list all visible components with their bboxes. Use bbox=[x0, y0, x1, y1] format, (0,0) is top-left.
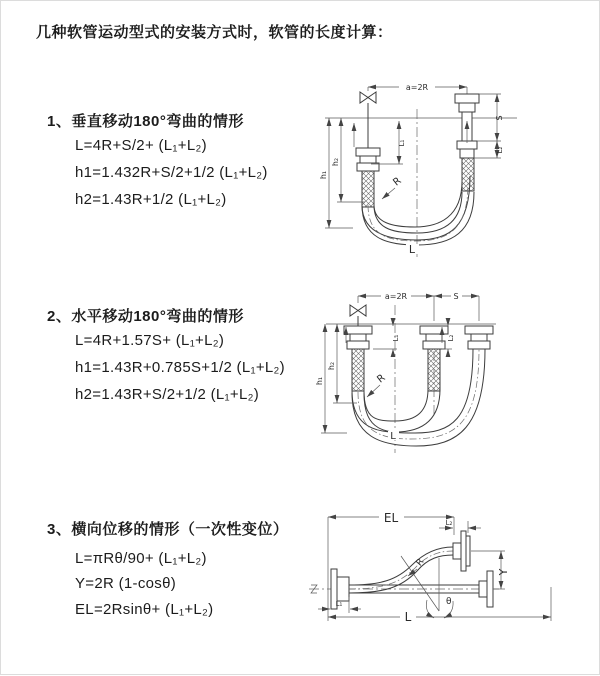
label-theta: θ bbox=[446, 597, 452, 607]
dim-h1: h₁ bbox=[319, 170, 328, 180]
section1-heading: 1、垂直移动180°弯曲的情形 bbox=[47, 113, 244, 130]
label-length: L bbox=[404, 610, 412, 624]
section2-heading: 2、水平移动180°弯曲的情形 bbox=[47, 308, 244, 325]
label-length: L bbox=[390, 431, 396, 442]
section3-heading: 3、横向位移的情形（一次性变位） bbox=[47, 521, 289, 538]
section2-formula-h2: h2=1.43R+S/2+1/2 (L₁+L₂) bbox=[75, 386, 260, 403]
u-bend-hose bbox=[352, 349, 485, 446]
dim-l1: L₁ bbox=[398, 139, 406, 147]
u-bend-hose bbox=[362, 176, 474, 245]
label-radius: R bbox=[414, 557, 427, 569]
dim-stroke: S bbox=[495, 115, 504, 121]
braided-hose-left bbox=[352, 349, 364, 391]
label-radius: R bbox=[391, 175, 404, 189]
label-length: L bbox=[408, 243, 416, 256]
section1-formula-h2: h2=1.43R+1/2 (L₁+L₂) bbox=[75, 191, 227, 208]
diagram-horizontal-180-bend bbox=[311, 281, 600, 461]
dim-l2: L₂ bbox=[496, 146, 504, 154]
valve-icon bbox=[350, 305, 366, 316]
section1-formula-L: L=4R+S/2+ (L₁+L₂) bbox=[75, 137, 207, 154]
dim-stroke: S bbox=[453, 292, 459, 301]
dim-l2: L₂ bbox=[445, 519, 453, 527]
angle-construction bbox=[401, 556, 453, 618]
s-curve-hose bbox=[349, 547, 453, 593]
dim-l2: L₂ bbox=[447, 334, 455, 342]
diagram-lateral-displacement bbox=[301, 501, 600, 676]
section3-formula-EL: EL=2Rsinθ+ (L₁+L₂) bbox=[75, 601, 214, 618]
dim-h2: h₂ bbox=[327, 361, 336, 371]
section3-formula-Y: Y=2R (1-cosθ) bbox=[75, 575, 177, 592]
label-radius: R bbox=[375, 372, 388, 386]
dim-top-span: a=2R bbox=[384, 292, 408, 301]
braided-hose-left bbox=[362, 171, 374, 207]
middle-flange-fitting bbox=[420, 326, 448, 349]
section2-formula-L: L=4R+1.57S+ (L₁+L₂) bbox=[75, 332, 225, 349]
valve-icon bbox=[360, 92, 376, 103]
dim-l1: L₁ bbox=[392, 334, 400, 342]
left-flange-fitting bbox=[344, 326, 372, 349]
diagram-vertical-180-bend bbox=[311, 71, 600, 261]
dim-h1: h₁ bbox=[315, 376, 324, 386]
dim-l1: L₁ bbox=[335, 600, 343, 608]
section3-formula-L: L=πRθ/90+ (L₁+L₂) bbox=[75, 550, 207, 567]
dim-top-span: a=2R bbox=[405, 83, 429, 92]
upper-right-flange bbox=[453, 531, 470, 571]
section2-formula-h1: h1=1.43R+0.785S+1/2 (L₁+L₂) bbox=[75, 359, 285, 376]
dim-h2: h₂ bbox=[331, 157, 340, 167]
dim-el: EL bbox=[383, 511, 399, 525]
left-flange-fitting bbox=[356, 148, 380, 171]
braided-hose-middle bbox=[428, 349, 440, 391]
braided-hose-right bbox=[462, 158, 474, 191]
right-flange-fitting bbox=[465, 326, 493, 349]
dim-y: Y bbox=[497, 568, 510, 576]
page-title: 几种软管运动型式的安装方式时，软管的长度计算： bbox=[36, 24, 393, 41]
right-flange bbox=[479, 571, 493, 607]
section1-formula-h1: h1=1.432R+S/2+1/2 (L₁+L₂) bbox=[75, 164, 268, 181]
